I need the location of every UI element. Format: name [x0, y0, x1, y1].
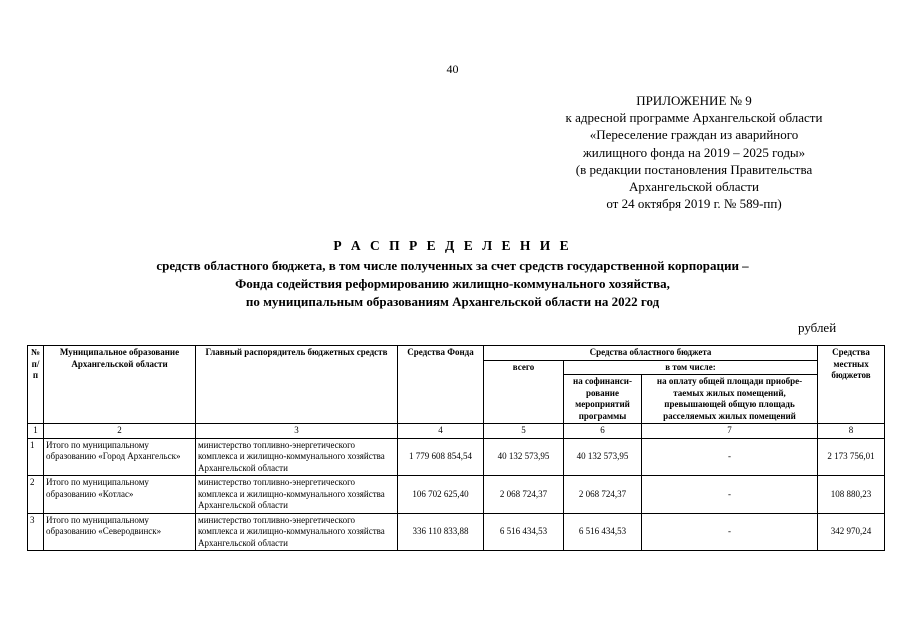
cell-cofinancing: 6 516 434,53	[564, 513, 642, 551]
cell-fund: 336 110 833,88	[398, 513, 484, 551]
cell-total: 2 068 724,37	[484, 476, 564, 514]
header-row	[28, 346, 885, 361]
table-row	[28, 513, 885, 551]
header-fund: Средства Фонда	[398, 346, 484, 424]
cell-municipality: Итого по муниципальному образованию «Котлас»	[44, 476, 196, 514]
cell-num: 2	[28, 476, 44, 514]
column-number: 7	[642, 424, 818, 439]
column-number: 5	[484, 424, 564, 439]
cell-total: 6 516 434,53	[484, 513, 564, 551]
cell-municipality: Итого по муниципальному образованию «Северодвинск»	[44, 513, 196, 551]
table-row	[28, 438, 885, 476]
page-number: 40	[446, 62, 459, 76]
table-row	[28, 476, 885, 514]
cell-local: 108 880,23	[818, 476, 885, 514]
cell-fund: 106 702 625,40	[398, 476, 484, 514]
appendix-line: к адресной программе Архангельской области	[565, 110, 823, 126]
appendix-block	[518, 92, 870, 212]
column-number: 4	[398, 424, 484, 439]
distribution-table	[27, 345, 885, 551]
cell-manager: министерство топливно-энергетического комплекса и жилищно-коммунального хозяйства Архангельской области	[196, 513, 398, 551]
cell-manager: министерство топливно-энергетического комплекса и жилищно-коммунального хозяйства Архангельской области	[196, 438, 398, 476]
cell-num: 3	[28, 513, 44, 551]
cell-cofinancing: 2 068 724,37	[564, 476, 642, 514]
cell-local: 342 970,24	[818, 513, 885, 551]
cell-fund: 1 779 608 854,54	[398, 438, 484, 476]
cell-extra-area: -	[642, 476, 818, 514]
appendix-line: жилищного фонда на 2019 – 2025 годы»	[582, 144, 806, 160]
cell-extra-area: -	[642, 513, 818, 551]
header-including: в том числе:	[564, 360, 818, 375]
appendix-line: ПРИЛОЖЕНИЕ № 9	[636, 93, 752, 108]
document-subtitle	[0, 257, 905, 311]
header-local: Средства местных бюджетов	[818, 346, 885, 424]
column-number: 2	[44, 424, 196, 439]
subtitle-line: по муниципальным образованиям Архангельской области на 2022 год	[245, 294, 660, 309]
cell-municipality: Итого по муниципальному образованию «Город Архангельск»	[44, 438, 196, 476]
appendix-line: Архангельской области	[629, 179, 759, 195]
column-number: 6	[564, 424, 642, 439]
column-number: 3	[196, 424, 398, 439]
cell-manager: министерство топливно-энергетического комплекса и жилищно-коммунального хозяйства Архангельской области	[196, 476, 398, 514]
header-num: № п/п	[28, 346, 44, 424]
header-manager: Главный распорядитель бюджетных средств	[196, 346, 398, 424]
cell-extra-area: -	[642, 438, 818, 476]
subtitle-line: Фонда содействия реформированию жилищно-коммунального хозяйства,	[235, 276, 670, 291]
cell-num: 1	[28, 438, 44, 476]
appendix-line: «Переселение граждан из аварийного	[589, 127, 799, 143]
header-regional: Средства областного бюджета	[484, 346, 818, 361]
currency-unit: рублей	[798, 320, 837, 335]
cell-total: 40 132 573,95	[484, 438, 564, 476]
column-number-row	[28, 424, 885, 439]
column-number: 8	[818, 424, 885, 439]
document-title: Р А С П Р Е Д Е Л Е Н И Е	[333, 238, 572, 253]
header-extra-area: на оплату общей площади приобре-таемых жилых помещений, превышающей общую площадь расселяемых жилых помещений	[642, 375, 818, 424]
subtitle-line: средств областного бюджета, в том числе полученных за счет средств государственной корпорации –	[156, 258, 749, 273]
header-cofinancing: на софинанси-рование мероприятий программы	[564, 375, 642, 424]
column-number: 1	[28, 424, 44, 439]
appendix-line: от 24 октября 2019 г. № 589-пп)	[606, 196, 782, 212]
appendix-line: (в редакции постановления Правительства	[575, 161, 813, 177]
cell-cofinancing: 40 132 573,95	[564, 438, 642, 476]
header-total: всего	[484, 360, 564, 424]
header-municipality: Муниципальное образование Архангельской области	[44, 346, 196, 424]
cell-local: 2 173 756,01	[818, 438, 885, 476]
